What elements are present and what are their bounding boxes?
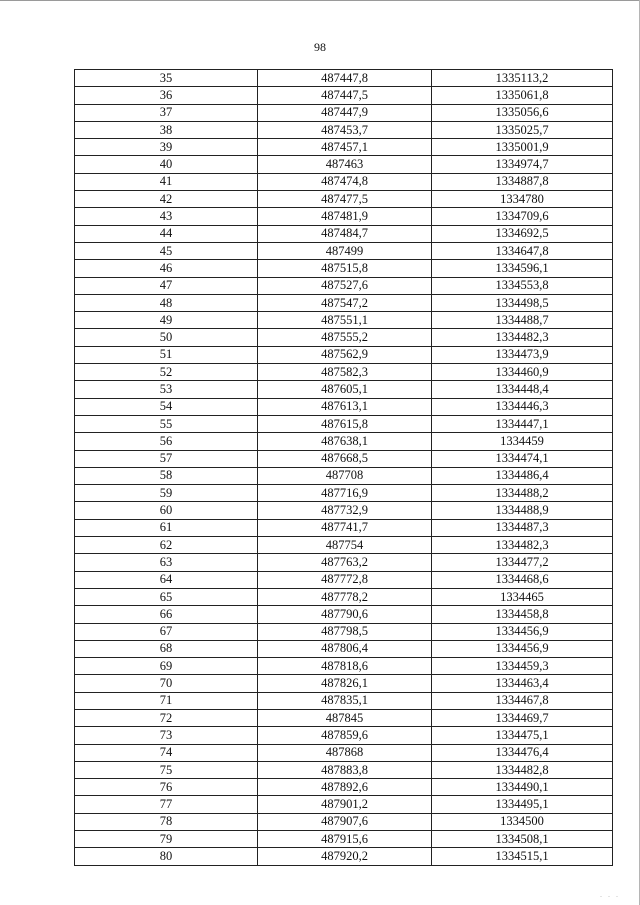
point-number-cell: 72 bbox=[75, 709, 258, 726]
x-coordinate-cell: 487732,9 bbox=[258, 502, 432, 519]
table-row bbox=[75, 588, 613, 605]
y-coordinate-cell: 1334447,1 bbox=[432, 415, 613, 432]
y-coordinate-cell: 1334463,4 bbox=[432, 675, 613, 692]
point-number-cell: 42 bbox=[75, 191, 258, 208]
x-coordinate-cell: 487481,9 bbox=[258, 208, 432, 225]
point-number-cell: 77 bbox=[75, 796, 258, 813]
table-row bbox=[75, 813, 613, 830]
point-number-cell: 51 bbox=[75, 346, 258, 363]
x-coordinate-cell: 487447,8 bbox=[258, 70, 432, 87]
x-coordinate-cell: 487551,1 bbox=[258, 312, 432, 329]
y-coordinate-cell: 1334488,7 bbox=[432, 312, 613, 329]
x-coordinate-cell: 487772,8 bbox=[258, 571, 432, 588]
table-row bbox=[75, 191, 613, 208]
point-number-cell: 62 bbox=[75, 537, 258, 554]
point-number-cell: 74 bbox=[75, 744, 258, 761]
x-coordinate-cell: 487778,2 bbox=[258, 588, 432, 605]
coordinates-table bbox=[74, 69, 613, 866]
table-row bbox=[75, 433, 613, 450]
x-coordinate-cell: 487638,1 bbox=[258, 433, 432, 450]
point-number-cell: 54 bbox=[75, 398, 258, 415]
x-coordinate-cell: 487907,6 bbox=[258, 813, 432, 830]
y-coordinate-cell: 1334482,3 bbox=[432, 329, 613, 346]
point-number-cell: 63 bbox=[75, 554, 258, 571]
point-number-cell: 47 bbox=[75, 277, 258, 294]
table-row bbox=[75, 675, 613, 692]
y-coordinate-cell: 1334469,7 bbox=[432, 709, 613, 726]
table-row bbox=[75, 260, 613, 277]
table-row bbox=[75, 398, 613, 415]
point-number-cell: 44 bbox=[75, 225, 258, 242]
y-coordinate-cell: 1334647,8 bbox=[432, 242, 613, 259]
point-number-cell: 79 bbox=[75, 831, 258, 848]
x-coordinate-cell: 487515,8 bbox=[258, 260, 432, 277]
point-number-cell: 37 bbox=[75, 104, 258, 121]
y-coordinate-cell: 1334465 bbox=[432, 588, 613, 605]
table-row bbox=[75, 571, 613, 588]
point-number-cell: 50 bbox=[75, 329, 258, 346]
table-row bbox=[75, 156, 613, 173]
table-row bbox=[75, 70, 613, 87]
x-coordinate-cell: 487915,6 bbox=[258, 831, 432, 848]
y-coordinate-cell: 1334692,5 bbox=[432, 225, 613, 242]
y-coordinate-cell: 1334974,7 bbox=[432, 156, 613, 173]
table-row bbox=[75, 554, 613, 571]
y-coordinate-cell: 1334709,6 bbox=[432, 208, 613, 225]
y-coordinate-cell: 1334887,8 bbox=[432, 173, 613, 190]
x-coordinate-cell: 487453,7 bbox=[258, 121, 432, 138]
y-coordinate-cell: 1334456,9 bbox=[432, 623, 613, 640]
table-row bbox=[75, 139, 613, 156]
table-row bbox=[75, 364, 613, 381]
x-coordinate-cell: 487555,2 bbox=[258, 329, 432, 346]
y-coordinate-cell: 1334475,1 bbox=[432, 727, 613, 744]
table-row bbox=[75, 519, 613, 536]
table-row bbox=[75, 225, 613, 242]
x-coordinate-cell: 487447,5 bbox=[258, 87, 432, 104]
coordinates-table-body bbox=[75, 70, 613, 866]
x-coordinate-cell: 487613,1 bbox=[258, 398, 432, 415]
x-coordinate-cell: 487892,6 bbox=[258, 779, 432, 796]
x-coordinate-cell: 487708 bbox=[258, 467, 432, 484]
table-row bbox=[75, 727, 613, 744]
y-coordinate-cell: 1334458,8 bbox=[432, 606, 613, 623]
y-coordinate-cell: 1334500 bbox=[432, 813, 613, 830]
table-row bbox=[75, 848, 613, 865]
point-number-cell: 65 bbox=[75, 588, 258, 605]
point-number-cell: 70 bbox=[75, 675, 258, 692]
point-number-cell: 41 bbox=[75, 173, 258, 190]
y-coordinate-cell: 1334459,3 bbox=[432, 658, 613, 675]
table-row bbox=[75, 502, 613, 519]
point-number-cell: 53 bbox=[75, 381, 258, 398]
point-number-cell: 61 bbox=[75, 519, 258, 536]
point-number-cell: 40 bbox=[75, 156, 258, 173]
x-coordinate-cell: 487615,8 bbox=[258, 415, 432, 432]
table-row bbox=[75, 450, 613, 467]
y-coordinate-cell: 1334474,1 bbox=[432, 450, 613, 467]
table-row bbox=[75, 312, 613, 329]
x-coordinate-cell: 487527,6 bbox=[258, 277, 432, 294]
y-coordinate-cell: 1334467,8 bbox=[432, 692, 613, 709]
x-coordinate-cell: 487484,7 bbox=[258, 225, 432, 242]
point-number-cell: 52 bbox=[75, 364, 258, 381]
point-number-cell: 76 bbox=[75, 779, 258, 796]
x-coordinate-cell: 487790,6 bbox=[258, 606, 432, 623]
y-coordinate-cell: 1334460,9 bbox=[432, 364, 613, 381]
x-coordinate-cell: 487901,2 bbox=[258, 796, 432, 813]
y-coordinate-cell: 1335113,2 bbox=[432, 70, 613, 87]
x-coordinate-cell: 487920,2 bbox=[258, 848, 432, 865]
y-coordinate-cell: 1334446,3 bbox=[432, 398, 613, 415]
x-coordinate-cell: 487868 bbox=[258, 744, 432, 761]
x-coordinate-cell: 487547,2 bbox=[258, 294, 432, 311]
y-coordinate-cell: 1334486,4 bbox=[432, 467, 613, 484]
page-number: 98 bbox=[314, 40, 326, 54]
table-row bbox=[75, 831, 613, 848]
x-coordinate-cell: 487499 bbox=[258, 242, 432, 259]
y-coordinate-cell: 1334468,6 bbox=[432, 571, 613, 588]
x-coordinate-cell: 487562,9 bbox=[258, 346, 432, 363]
x-coordinate-cell: 487477,5 bbox=[258, 191, 432, 208]
table-row bbox=[75, 623, 613, 640]
y-coordinate-cell: 1334515,1 bbox=[432, 848, 613, 865]
table-row bbox=[75, 87, 613, 104]
table-row bbox=[75, 294, 613, 311]
point-number-cell: 68 bbox=[75, 640, 258, 657]
point-number-cell: 43 bbox=[75, 208, 258, 225]
table-row bbox=[75, 640, 613, 657]
point-number-cell: 69 bbox=[75, 658, 258, 675]
x-coordinate-cell: 487818,6 bbox=[258, 658, 432, 675]
x-coordinate-cell: 487668,5 bbox=[258, 450, 432, 467]
point-number-cell: 49 bbox=[75, 312, 258, 329]
y-coordinate-cell: 1334459 bbox=[432, 433, 613, 450]
point-number-cell: 38 bbox=[75, 121, 258, 138]
x-coordinate-cell: 487798,5 bbox=[258, 623, 432, 640]
point-number-cell: 78 bbox=[75, 813, 258, 830]
table-row bbox=[75, 173, 613, 190]
x-coordinate-cell: 487474,8 bbox=[258, 173, 432, 190]
point-number-cell: 48 bbox=[75, 294, 258, 311]
point-number-cell: 39 bbox=[75, 139, 258, 156]
table-row bbox=[75, 606, 613, 623]
scan-edge-top bbox=[0, 0, 640, 1]
point-number-cell: 67 bbox=[75, 623, 258, 640]
y-coordinate-cell: 1334482,8 bbox=[432, 761, 613, 778]
x-coordinate-cell: 487463 bbox=[258, 156, 432, 173]
x-coordinate-cell: 487826,1 bbox=[258, 675, 432, 692]
y-coordinate-cell: 1334490,1 bbox=[432, 779, 613, 796]
point-number-cell: 80 bbox=[75, 848, 258, 865]
point-number-cell: 60 bbox=[75, 502, 258, 519]
point-number-cell: 73 bbox=[75, 727, 258, 744]
table-row bbox=[75, 415, 613, 432]
y-coordinate-cell: 1334448,4 bbox=[432, 381, 613, 398]
table-row bbox=[75, 485, 613, 502]
table-row bbox=[75, 796, 613, 813]
y-coordinate-cell: 1334487,3 bbox=[432, 519, 613, 536]
point-number-cell: 71 bbox=[75, 692, 258, 709]
y-coordinate-cell: 1334780 bbox=[432, 191, 613, 208]
y-coordinate-cell: 1334456,9 bbox=[432, 640, 613, 657]
x-coordinate-cell: 487447,9 bbox=[258, 104, 432, 121]
point-number-cell: 64 bbox=[75, 571, 258, 588]
y-coordinate-cell: 1335025,7 bbox=[432, 121, 613, 138]
y-coordinate-cell: 1334473,9 bbox=[432, 346, 613, 363]
point-number-cell: 55 bbox=[75, 415, 258, 432]
y-coordinate-cell: 1334495,1 bbox=[432, 796, 613, 813]
point-number-cell: 35 bbox=[75, 70, 258, 87]
table-row bbox=[75, 208, 613, 225]
x-coordinate-cell: 487716,9 bbox=[258, 485, 432, 502]
table-row bbox=[75, 121, 613, 138]
y-coordinate-cell: 1334476,4 bbox=[432, 744, 613, 761]
y-coordinate-cell: 1334553,8 bbox=[432, 277, 613, 294]
y-coordinate-cell: 1334596,1 bbox=[432, 260, 613, 277]
table-row bbox=[75, 467, 613, 484]
point-number-cell: 75 bbox=[75, 761, 258, 778]
scan-noise: . . . bbox=[600, 890, 620, 899]
point-number-cell: 36 bbox=[75, 87, 258, 104]
x-coordinate-cell: 487754 bbox=[258, 537, 432, 554]
x-coordinate-cell: 487605,1 bbox=[258, 381, 432, 398]
x-coordinate-cell: 487741,7 bbox=[258, 519, 432, 536]
point-number-cell: 57 bbox=[75, 450, 258, 467]
point-number-cell: 59 bbox=[75, 485, 258, 502]
y-coordinate-cell: 1334477,2 bbox=[432, 554, 613, 571]
point-number-cell: 56 bbox=[75, 433, 258, 450]
table-row bbox=[75, 779, 613, 796]
point-number-cell: 45 bbox=[75, 242, 258, 259]
table-row bbox=[75, 242, 613, 259]
x-coordinate-cell: 487806,4 bbox=[258, 640, 432, 657]
x-coordinate-cell: 487763,2 bbox=[258, 554, 432, 571]
table-row bbox=[75, 744, 613, 761]
x-coordinate-cell: 487859,6 bbox=[258, 727, 432, 744]
table-row bbox=[75, 537, 613, 554]
table-row bbox=[75, 692, 613, 709]
table-row bbox=[75, 709, 613, 726]
table-row bbox=[75, 346, 613, 363]
point-number-cell: 46 bbox=[75, 260, 258, 277]
table-row bbox=[75, 277, 613, 294]
table-row bbox=[75, 761, 613, 778]
x-coordinate-cell: 487457,1 bbox=[258, 139, 432, 156]
x-coordinate-cell: 487582,3 bbox=[258, 364, 432, 381]
table-row bbox=[75, 104, 613, 121]
x-coordinate-cell: 487883,8 bbox=[258, 761, 432, 778]
y-coordinate-cell: 1335001,9 bbox=[432, 139, 613, 156]
y-coordinate-cell: 1334498,5 bbox=[432, 294, 613, 311]
y-coordinate-cell: 1335061,8 bbox=[432, 87, 613, 104]
table-row bbox=[75, 381, 613, 398]
y-coordinate-cell: 1335056,6 bbox=[432, 104, 613, 121]
y-coordinate-cell: 1334488,9 bbox=[432, 502, 613, 519]
point-number-cell: 66 bbox=[75, 606, 258, 623]
table-row bbox=[75, 658, 613, 675]
y-coordinate-cell: 1334488,2 bbox=[432, 485, 613, 502]
y-coordinate-cell: 1334482,3 bbox=[432, 537, 613, 554]
table-row bbox=[75, 329, 613, 346]
point-number-cell: 58 bbox=[75, 467, 258, 484]
x-coordinate-cell: 487835,1 bbox=[258, 692, 432, 709]
y-coordinate-cell: 1334508,1 bbox=[432, 831, 613, 848]
x-coordinate-cell: 487845 bbox=[258, 709, 432, 726]
